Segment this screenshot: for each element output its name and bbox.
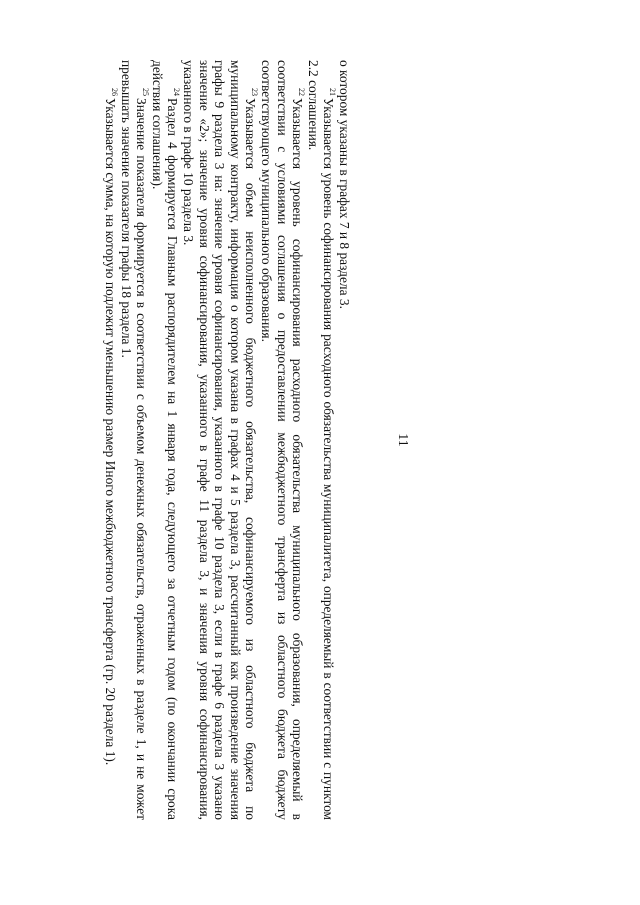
footnote-continuation: [336, 60, 352, 820]
footnote-mark: 24: [171, 88, 181, 96]
footnote-mark: 26: [109, 88, 119, 96]
footnote-text: о котором указаны в графах 7 и 8 раздела 3.: [337, 60, 352, 309]
footnote-text: Указывается уровень софинансирования расходного обязательства муниципального образования, определяемый в соответствии с условиями соглашения о предоставлении межбюджетного трансферта из областного бюджета бюджету соответствующего муниципального образования.: [259, 60, 306, 820]
footnote-text: Указывается объем неисполненного бюджетного обязательства, софинансируемого из областного бюджета по муниципальному контракту, информация о котором указана в графах 4 и 5 раздела 3, рассчитанный как произведение значения графы 9 раздела 3 на: значение уровня софинансирования, указанного в графе 10 раздела 3, если в графе 6 раздела 3 указано значение «2»; значение уровня софинансирования, указанного в графе 11 раздела 3, и значения уровня софинансирования, указанного в графе 10 раздела 3.: [181, 60, 259, 820]
footnote-26: [103, 60, 119, 820]
footnote-23: [180, 60, 258, 820]
footnote-mark: 22: [296, 88, 306, 96]
footnote-mark: 21: [327, 88, 337, 96]
footnote-mark: 23: [249, 88, 259, 96]
rotated-document-page: [90, 60, 410, 820]
page-number: 11: [395, 433, 410, 447]
footnote-text: Значение показателя формируется в соответствии с объемом денежных обязательств, отраженных в разделе 1, и не может превышать значение показателя графы 18 раздела 1.: [118, 60, 150, 820]
footnotes-text: [103, 60, 353, 820]
footnote-text: Раздел 4 формируется Главным распорядителем на 1 января года, следующего за отчетным годом (по окончании срока действия соглашения).: [149, 60, 181, 820]
footnote-22: [258, 60, 305, 820]
footnote-21: [305, 60, 336, 820]
footnote-text: Указывается сумма, на которую подлежит уменьшению размер Иного межбюджетного трансферта (гр. 20 раздела 1).: [103, 98, 119, 766]
footnote-text: Указывается уровень софинансирования расходного обязательства муниципалитета, определяемый в соответствии с пунктом 2.2 соглашения.: [305, 60, 337, 820]
footnote-25: [118, 60, 149, 820]
footnote-mark: 25: [140, 88, 150, 96]
footnote-24: [149, 60, 180, 820]
